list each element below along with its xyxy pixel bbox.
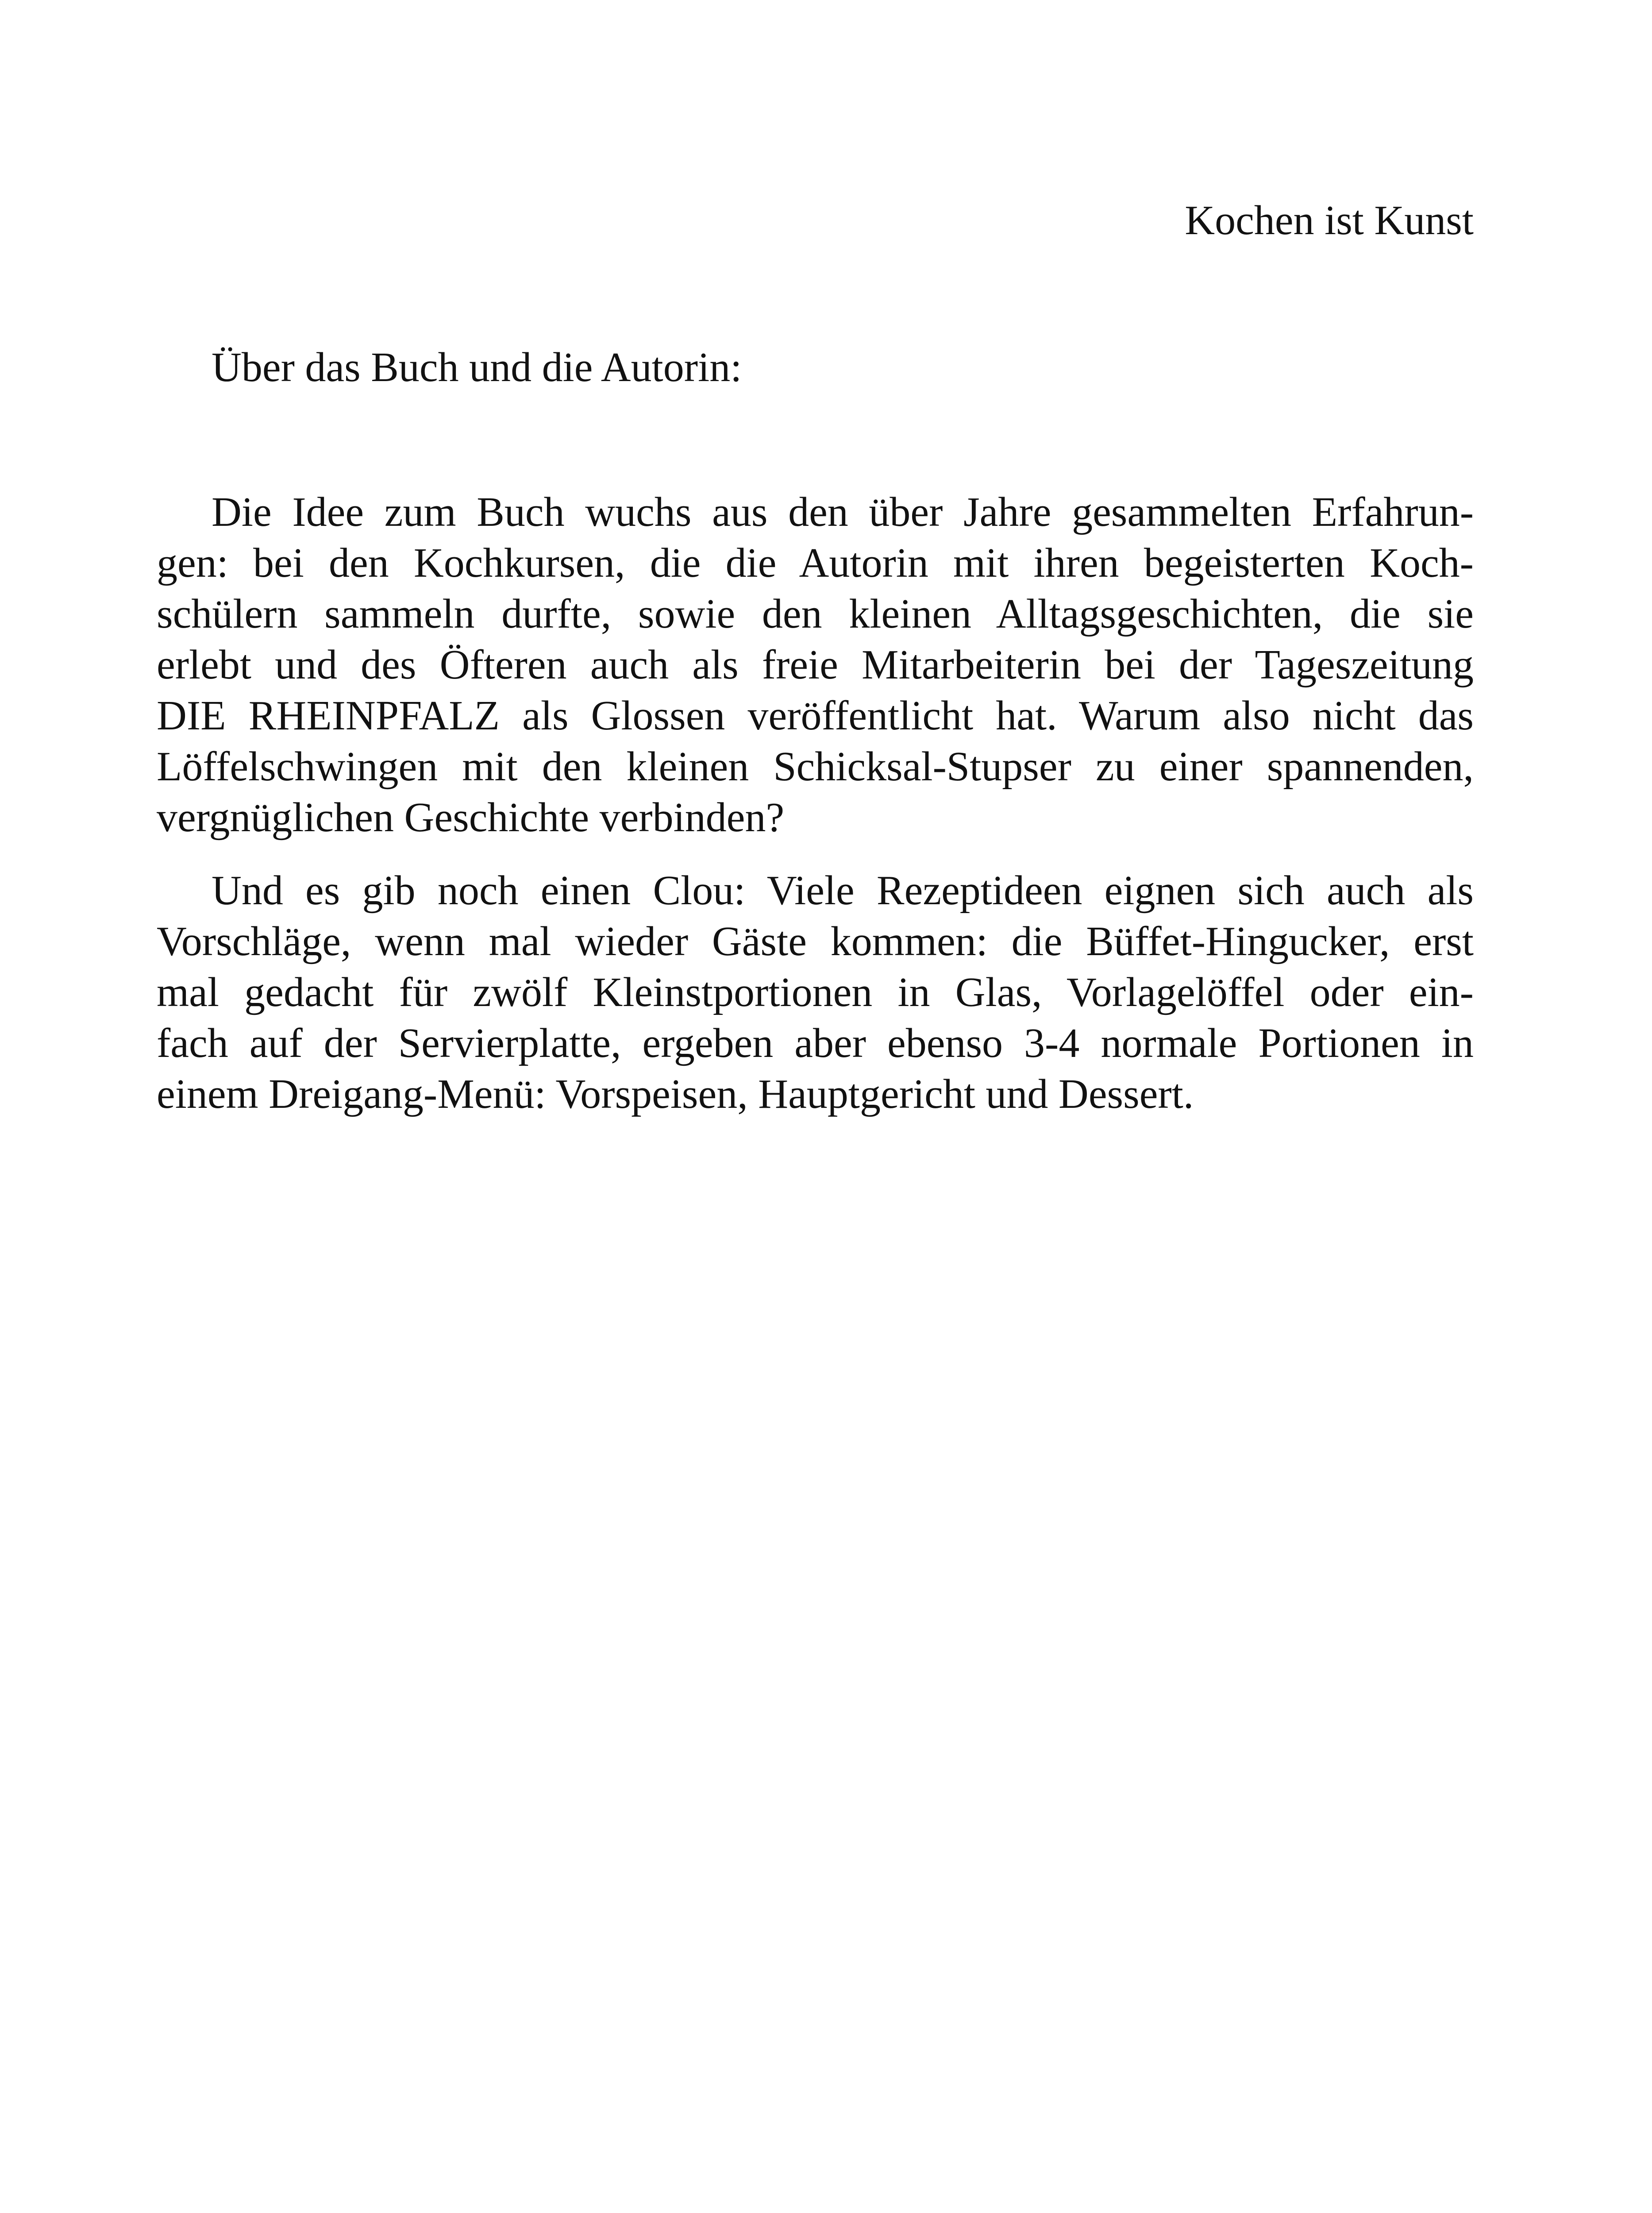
- paragraph-spacer: [157, 843, 1474, 865]
- text-line: Vorschläge, wenn mal wieder Gäste kommen: die Büffet-Hingucker, erst: [157, 918, 1474, 964]
- paragraph-1: [157, 487, 1474, 843]
- text-line: vergnüglichen Geschichte verbinden?: [157, 794, 785, 840]
- text-line: Die Idee zum Buch wuchs aus den über Jahre gesammelten Erfahrun-: [212, 489, 1474, 535]
- text-line: Löffelschwingen mit den kleinen Schicksal-Stupser zu einer spannenden,: [157, 744, 1474, 790]
- text-line: einem Dreigang-Menü: Vorspeisen, Hauptgericht und Dessert.: [157, 1071, 1194, 1117]
- text-line: DIE RHEINPFALZ als Glossen veröffentlicht hat. Warum also nicht das: [157, 693, 1474, 739]
- text-line: schülern sammeln durfte, sowie den kleinen Alltagsgeschichten, die sie: [157, 591, 1474, 637]
- text-line: fach auf der Servierplatte, ergeben aber ebenso 3-4 normale Portionen in: [157, 1020, 1474, 1066]
- running-header: Kochen ist Kunst: [1185, 197, 1474, 243]
- text-line: mal gedacht für zwölf Kleinstportionen in Glas, Vorlagelöffel oder ein-: [157, 969, 1474, 1015]
- text-line: erlebt und des Öfteren auch als freie Mitarbeiterin bei der Tageszeitung: [157, 642, 1474, 688]
- paragraph-2: [157, 865, 1474, 1120]
- section-heading: Über das Buch und die Autorin:: [212, 344, 742, 390]
- text-line: Und es gib noch einen Clou: Viele Rezeptideen eignen sich auch als: [212, 867, 1474, 914]
- body-text: [157, 487, 1474, 1120]
- text-line: gen: bei den Kochkursen, die die Autorin mit ihren begeisterten Koch-: [157, 540, 1474, 586]
